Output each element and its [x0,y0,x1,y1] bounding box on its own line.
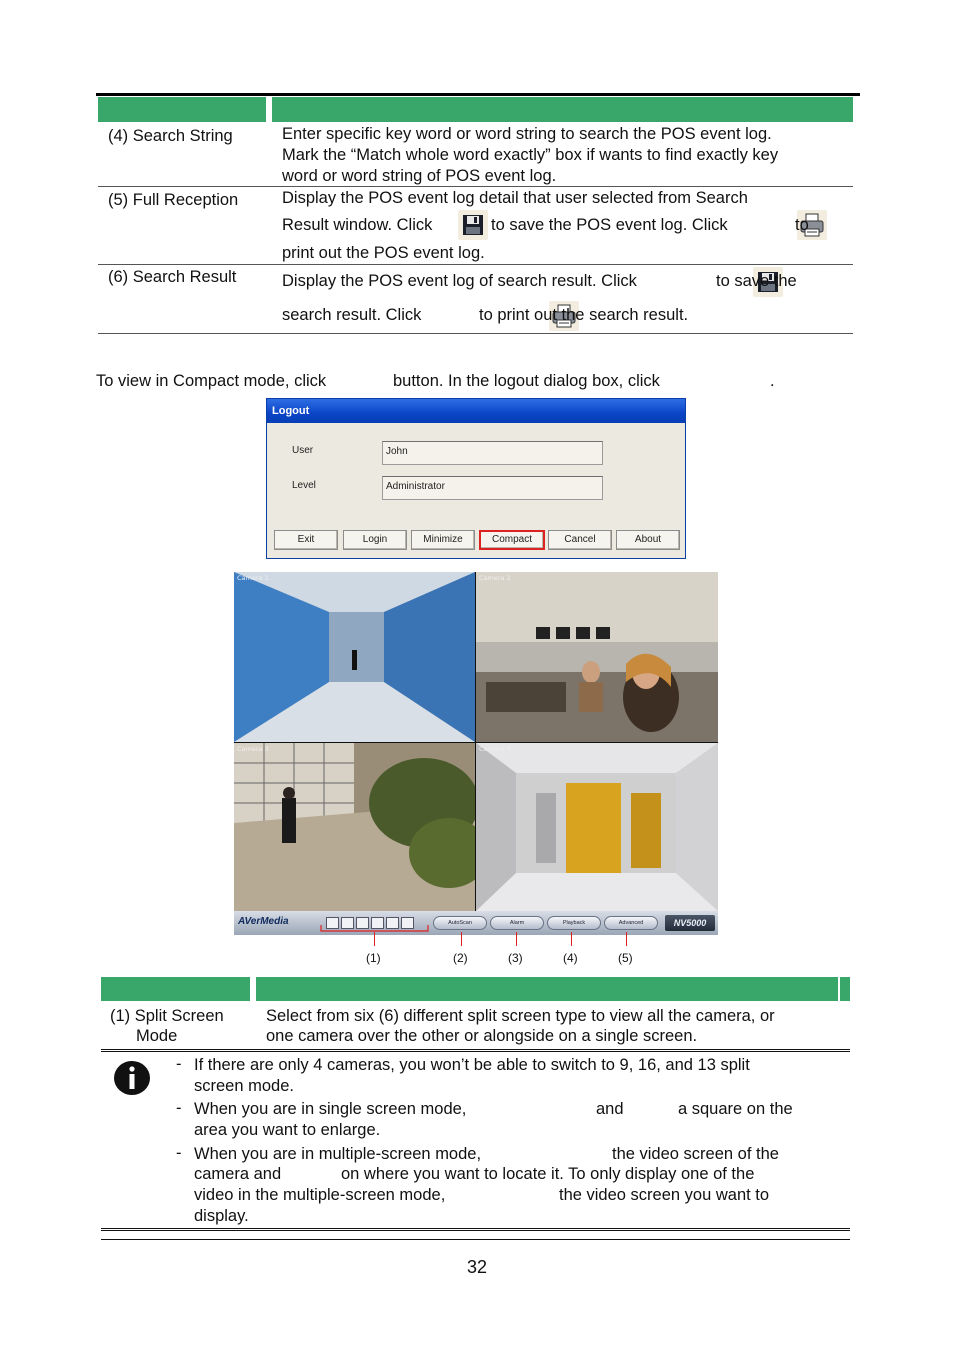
row-desc-line: to [795,216,809,234]
row-desc-line: to save the POS event log. Click [491,216,728,234]
row-label-search-string: (4) Search String [108,127,233,145]
double-rule [101,1228,850,1231]
camera-view-2[interactable] [476,572,718,742]
camera-label: Camera 1 [237,574,269,582]
intro-text: To view in Compact mode, click [96,372,327,390]
note-line: If there are only 4 cameras, you won’t be able to switch to 9, 16, and 13 split [194,1056,750,1074]
row-desc-line: word or word string of POS event log. [282,167,557,185]
alarm-button[interactable]: Alarm [490,916,544,930]
row-desc-line: Select from six (6) different split screen type to view all the camera, or [266,1007,775,1025]
playback-button[interactable]: Playback [547,916,601,930]
row-desc-line: Display the POS event log of search result. Click [282,272,637,290]
dialog-title: Logout [267,399,685,423]
row-label-split-screen: (1) Split Screen [110,1007,224,1025]
note-line: display. [194,1207,249,1225]
level-field[interactable]: Administrator [382,476,603,500]
callout-label: (3) [508,951,523,965]
callout-label: (1) [366,951,381,965]
level-label: Level [292,480,316,491]
note-line: video in the multiple-screen mode, [194,1186,446,1204]
callout-line [571,932,572,946]
camera-view-1[interactable] [234,572,475,742]
logout-dialog [266,398,686,559]
about-button[interactable]: About [616,530,680,550]
camera-view-3[interactable] [234,743,475,911]
row-desc-line: Enter specific key word or word string to search the POS event log. [282,125,772,143]
bullet-dash: - [176,1144,182,1162]
callout-label: (5) [618,951,633,965]
row-divider [98,186,853,187]
note-line: When you are in multiple-screen mode, [194,1145,482,1163]
note-line: When you are in single screen mode, [194,1100,467,1118]
callout-line [461,932,462,946]
camera-view-4[interactable] [476,743,718,911]
advanced-button[interactable]: Advanced [604,916,658,930]
nv5000-logo: NV5000 [665,915,715,931]
note-line: area you want to enlarge. [194,1121,381,1139]
login-button[interactable]: Login [343,530,407,550]
exit-button[interactable]: Exit [274,530,338,550]
row-desc-line: print out the POS event log. [282,244,485,262]
row-desc-line: Result window. Click [282,216,433,234]
compact-mode-screen [234,572,718,935]
row-desc-line: search result. Click [282,306,422,324]
compact-button[interactable]: Compact [479,530,545,550]
note-line: the video screen you want to [559,1186,770,1204]
page-number: 32 [466,1257,488,1277]
callout-label: (2) [453,951,468,965]
row-label-split-screen: Mode [136,1027,178,1045]
row-desc-line: Display the POS event log detail that user selected from Search [282,189,748,207]
table-top-rule [96,93,860,96]
floppy-save-icon [458,210,488,240]
camera-label: Camera 3 [237,745,269,753]
callout-line [626,932,627,946]
compact-control-bar [234,911,718,935]
info-icon [113,1060,151,1096]
note-line: camera and [194,1165,282,1183]
split-buttons-bracket [320,924,430,934]
row-desc-line: one camera over the other or alongside on a single screen. [266,1027,698,1045]
table2-header-bar [101,977,850,1001]
row-desc-line: to print out the search result. [479,306,689,324]
row-desc-line: to save the [716,272,797,290]
user-label: User [292,445,314,456]
minimize-button[interactable]: Minimize [411,530,475,550]
row-label-full-reception: (5) Full Reception [108,191,239,209]
note-line: on where you want to locate it. To only display one of the [341,1165,755,1183]
note-line: a square on the [678,1100,793,1118]
camera-label: Camera 4 [479,745,511,753]
row-divider [98,264,853,265]
intro-text: . [770,372,775,390]
note-line: screen mode. [194,1077,294,1095]
row-divider [98,333,853,334]
callout-label: (4) [563,951,578,965]
double-rule [101,1049,850,1052]
cancel-button[interactable]: Cancel [548,530,612,550]
row-desc-line: Mark the “Match whole word exactly” box if wants to find exactly key [282,146,779,164]
callout-line [374,932,375,946]
camera-label: Camera 2 [479,574,511,582]
footer-rule [101,1239,850,1240]
callout-line [516,932,517,946]
avermedia-logo: AVerMedia [238,916,289,927]
user-field[interactable]: John [382,441,603,465]
autoscan-button[interactable]: AutoScan [433,916,487,930]
bullet-dash: - [176,1099,182,1117]
table-header-bar [98,97,853,122]
note-line: the video screen of the [612,1145,779,1163]
note-line: and [596,1100,624,1118]
row-label-search-result: (6) Search Result [108,268,237,286]
intro-text: button. In the logout dialog box, click [393,372,660,390]
bullet-dash: - [176,1055,182,1073]
